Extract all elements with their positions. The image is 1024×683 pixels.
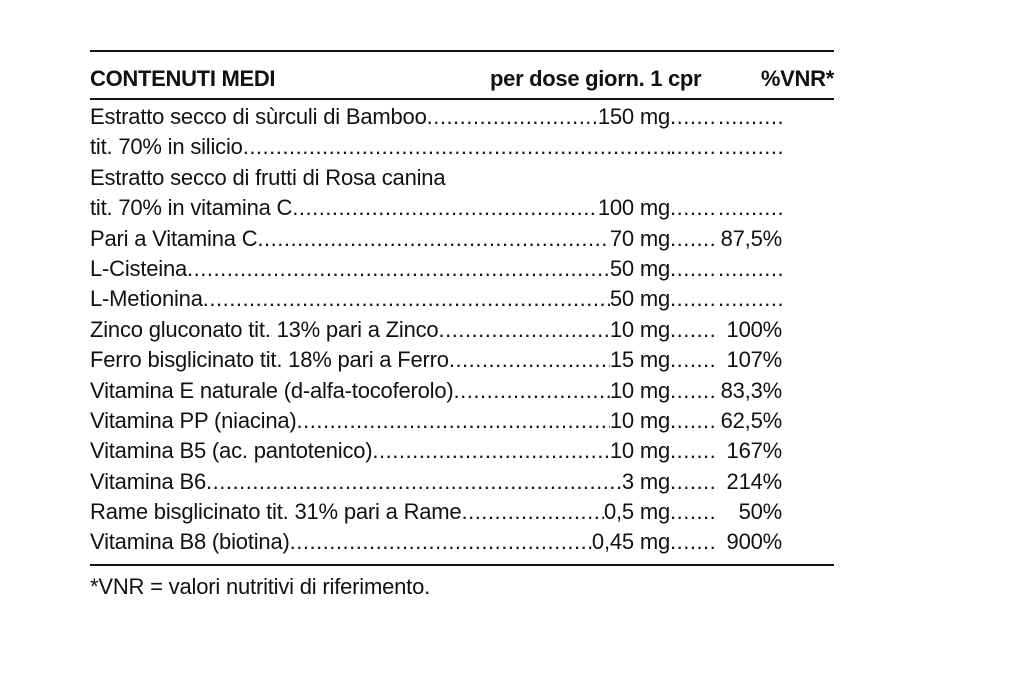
ingredient-name: Ferro bisglicinato tit. 18% pari a Ferro <box>90 347 449 373</box>
dot-leader <box>670 195 718 221</box>
dot-leader <box>718 195 782 221</box>
ingredient-name: Zinco gluconato tit. 13% pari a Zinco <box>90 316 439 342</box>
dose-value: 50 mg <box>609 286 670 312</box>
vnr-value: 900% <box>726 529 782 555</box>
nutrition-table <box>90 50 834 600</box>
dot-leader <box>670 286 718 312</box>
ingredient-name: tit. 70% in silicio <box>90 134 243 160</box>
dot-leader <box>670 469 718 495</box>
table-header <box>90 52 834 92</box>
dot-leader <box>206 469 622 495</box>
dot-leader <box>449 347 610 373</box>
bottom-rule <box>90 564 834 566</box>
vnr-value: 62,5% <box>720 407 782 433</box>
dot-leader <box>718 286 782 312</box>
ingredient-name: Vitamina B8 (biotina) <box>90 529 290 555</box>
dot-leader <box>203 286 610 312</box>
vnr-value: 100% <box>726 316 782 342</box>
dose-value: 3 mg <box>621 468 670 494</box>
dot-leader <box>372 438 609 464</box>
dot-leader <box>257 226 609 252</box>
dot-leader <box>670 317 718 343</box>
table-row <box>90 499 834 529</box>
table-row <box>90 256 834 286</box>
vnr-value: 87,5% <box>720 225 782 251</box>
table-row <box>90 347 834 377</box>
ingredient-name: tit. 70% in vitamina C <box>90 195 293 221</box>
dot-leader <box>438 317 609 343</box>
header-dose: per dose giorn. 1 cpr <box>490 66 702 91</box>
vnr-value: 50% <box>738 499 782 525</box>
header-vnr: %VNR* <box>760 66 834 91</box>
dose-value: 10 mg <box>609 377 670 403</box>
dot-leader <box>670 529 718 555</box>
table-row <box>90 438 834 468</box>
table-row <box>90 317 834 347</box>
dot-leader <box>292 195 598 221</box>
dot-leader <box>670 256 718 282</box>
table-row <box>90 134 834 164</box>
dot-leader <box>670 408 718 434</box>
table-row <box>90 286 834 316</box>
table-body <box>90 100 834 560</box>
dose-value: 0,5 mg <box>603 499 670 525</box>
ingredient-name: Estratto secco di frutti di Rosa canina <box>90 164 446 190</box>
dose-value: 50 mg <box>609 255 670 281</box>
ingredient-name: Estratto secco di sùrculi di Bamboo <box>90 104 427 129</box>
dot-leader <box>454 378 610 404</box>
vnr-value: 167% <box>726 438 782 464</box>
dot-leader <box>718 134 782 160</box>
dose-value: 15 mg <box>609 347 670 373</box>
dot-leader <box>670 226 718 252</box>
dot-leader <box>670 347 718 373</box>
ingredient-name: Vitamina B6 <box>90 468 207 494</box>
ingredient-name: Rame bisglicinato tit. 31% pari a Rame <box>90 499 462 525</box>
table-row <box>90 226 834 256</box>
dot-leader <box>670 438 718 464</box>
dot-leader <box>670 134 718 160</box>
dot-leader <box>290 529 592 555</box>
ingredient-name: Vitamina B5 (ac. pantotenico) <box>90 438 373 464</box>
table-row <box>90 104 834 134</box>
ingredient-name: L-Metionina <box>90 286 203 312</box>
dot-leader <box>670 378 718 404</box>
dose-value: 10 mg <box>609 407 670 433</box>
dose-value: 10 mg <box>609 316 670 342</box>
table-row <box>90 378 834 408</box>
dot-leader <box>718 104 782 130</box>
dot-leader <box>427 104 598 130</box>
table-row <box>90 408 834 438</box>
dot-leader <box>187 256 610 282</box>
table-row <box>90 195 834 225</box>
ingredient-name: Pari a Vitamina C <box>90 225 258 251</box>
ingredient-name: L-Cisteina <box>90 255 188 281</box>
dot-leader <box>243 134 670 160</box>
dose-value: 0,45 mg <box>591 529 670 555</box>
dose-value: 100 mg <box>597 195 670 221</box>
vnr-value: 83,3% <box>720 377 782 403</box>
dot-leader <box>670 104 718 130</box>
vnr-value: 107% <box>726 347 782 373</box>
dot-leader <box>461 499 603 525</box>
dose-value: 70 mg <box>609 225 670 251</box>
dot-leader <box>718 256 782 282</box>
dot-leader <box>297 408 610 434</box>
vnr-value: 214% <box>726 468 782 494</box>
table-row <box>90 165 834 195</box>
table-row <box>90 469 834 499</box>
dose-value: 150 mg <box>597 104 670 129</box>
dot-leader <box>670 499 718 525</box>
footnote: *VNR = valori nutritivi di riferimento. <box>90 573 431 599</box>
header-label: CONTENUTI MEDI <box>90 66 276 91</box>
ingredient-name: Vitamina PP (niacina) <box>90 407 297 433</box>
dose-value: 10 mg <box>609 438 670 464</box>
ingredient-name: Vitamina E naturale (d-alfa-tocoferolo) <box>90 377 454 403</box>
table-row <box>90 529 834 559</box>
